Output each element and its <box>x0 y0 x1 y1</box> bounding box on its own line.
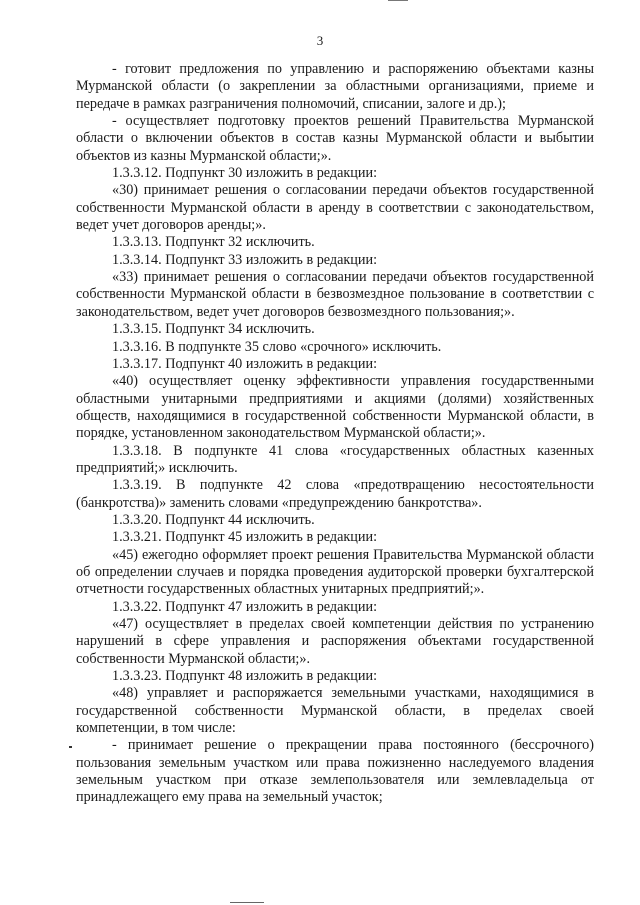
paragraph: 1.3.3.16. В подпункте 35 слово «срочного» исключить. <box>112 338 442 355</box>
paragraph: 1.3.3.17. Подпункт 40 изложить в редакции: <box>112 355 378 372</box>
paragraph: 1.3.3.14. Подпункт 33 изложить в редакции: <box>112 251 378 268</box>
document-body <box>76 61 594 807</box>
paragraph: 1.3.3.13. Подпункт 32 исключить. <box>112 234 315 251</box>
paragraph: «30) принимает решения о согласовании передачи объектов государственной собственности Мурманской области в аренду в соответствии с законодательством, ведет учет договоров аренды;». <box>76 182 594 234</box>
paragraph: 1.3.3.15. Подпункт 34 исключить. <box>112 321 315 338</box>
paragraph: «40) осуществляет оценку эффективности управления государственными областными унитарными предприятиями и акциями (долями) хозяйственных обществ, находящимися в государственной собственности Мурманской области, в порядке, установленном законодательством Мурманской области;». <box>76 373 594 442</box>
paragraph: 1.3.3.12. Подпункт 30 изложить в редакции: <box>112 165 378 182</box>
page-number: 3 <box>316 33 324 48</box>
paragraph: - принимает решение о прекращении права постоянного (бессрочного) пользования земельным участком или права пожизненно наследуемого владения земельным участком при отказе землепользователя или землевладельца от принадлежащего ему права на земельный участок; <box>76 737 594 806</box>
paragraph: - осуществляет подготовку проектов решений Правительства Мурманской области о включении объектов в состав казны Мурманской области и выбытии объектов из казны Мурманской области;». <box>76 113 594 164</box>
paragraph: 1.3.3.22. Подпункт 47 изложить в редакции: <box>112 598 378 615</box>
paragraph: «48) управляет и распоряжается земельными участками, находящимися в государственной собственности Мурманской области, в пределах своей компетенции, в том числе: <box>76 685 594 737</box>
paragraph: - готовит предложения по управлению и распоряжению объектами казны Мурманской области (о закреплении за областными организациями, приеме и передаче в рамках разграничения полномочий, списании, залоге и др.); <box>76 61 594 112</box>
paragraph: «45) ежегодно оформляет проект решения Правительства Мурманской области об определении случаев и порядка проведения аудиторской проверки бухгалтерской отчетности государственных областных унитарных предприятий;». <box>76 546 594 598</box>
paragraph: 1.3.3.23. Подпункт 48 изложить в редакции: <box>112 668 378 685</box>
paragraph: 1.3.3.18. В подпункте 41 слова «государственных областных казенных предприятий;» исключить. <box>76 442 594 476</box>
paragraph: 1.3.3.19. В подпункте 42 слова «предотвращению несостоятельности (банкротства)» заменить словами «предупреждению банкротства». <box>76 477 594 511</box>
paragraph: «47) осуществляет в пределах своей компетенции действия по устранению нарушений в сфере управления и распоряжения объектами государственной собственности Мурманской области;». <box>76 616 594 667</box>
paragraph: 1.3.3.20. Подпункт 44 исключить. <box>112 511 315 528</box>
paragraph: 1.3.3.21. Подпункт 45 изложить в редакции: <box>112 529 378 546</box>
scan-mark-top <box>388 0 408 1</box>
scan-speck <box>69 746 72 748</box>
scan-mark-bottom <box>230 902 264 903</box>
paragraph: «33) принимает решения о согласовании передачи объектов государственной собственности Мурманской области в безвозмездное пользование в соответствии с законодательством, ведет учет договоров безвозмездного пользования;». <box>76 269 594 320</box>
